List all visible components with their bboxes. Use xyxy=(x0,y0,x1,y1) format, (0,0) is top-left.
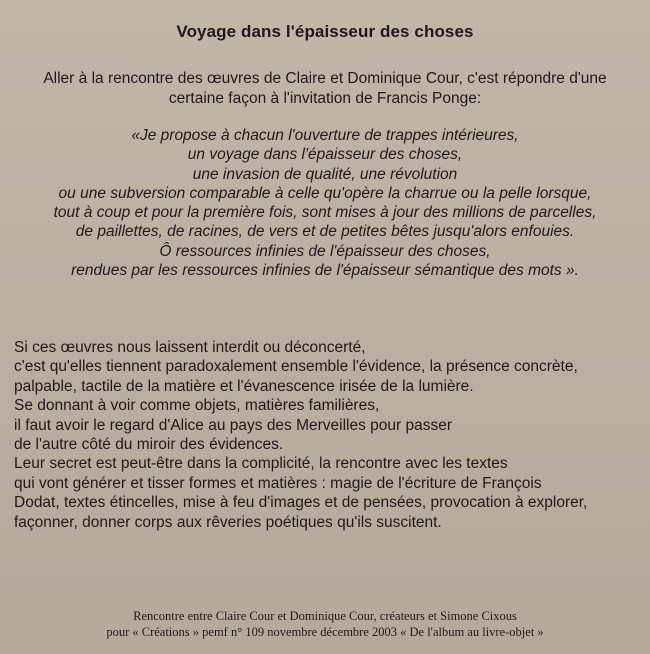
body-line: il faut avoir le regard d'Alice au pays des Merveilles pour passer xyxy=(14,416,453,434)
quote-line: Ô ressources infinies de l'épaisseur des choses, xyxy=(159,242,491,260)
document-title: Voyage dans l'épaisseur des choses xyxy=(176,22,474,41)
body-line: c'est qu'elles tiennent paradoxalement ensemble l'évidence, la présence concrète, xyxy=(14,358,578,376)
ponge-quote xyxy=(10,126,640,280)
credit-line: Rencontre entre Claire Cour et Dominique Cour, créateurs et Simone Cixous xyxy=(133,609,517,623)
intro-line: Aller à la rencontre des œuvres de Claire et Dominique Cour, c'est répondre d'une xyxy=(43,70,607,87)
quote-line: «Je propose à chacun l'ouverture de trappes intérieures, xyxy=(131,127,519,144)
quote-line: rendues par les ressources infinies de l'épaisseur sémantique des mots ». xyxy=(71,262,579,280)
quote-line: ou une subversion comparable à celle qu'opère la charrue ou la pelle lorsque, xyxy=(58,184,592,202)
body-line: de l'autre côté du miroir des évidences. xyxy=(14,436,284,454)
body-line: Leur secret est peut-être dans la complicité, la rencontre avec les textes xyxy=(14,455,508,473)
quote-line: un voyage dans l'épaisseur des choses, xyxy=(187,146,463,164)
intro-line: certaine façon à l'invitation de Francis Ponge: xyxy=(168,90,482,107)
body-line: Dodat, textes étincelles, mise à feu d'images et de pensées, provocation à explorer, xyxy=(14,494,588,512)
source-credit xyxy=(0,608,650,640)
body-line: qui vont générer et tisser formes et matières : magie de l'écriture de François xyxy=(14,474,542,492)
quote-line: de paillettes, de racines, de vers et de petites bêtes jusqu'alors enfouies. xyxy=(75,223,575,241)
body-line: Si ces œuvres nous laissent interdit ou déconcerté, xyxy=(14,339,366,356)
body-paragraph xyxy=(14,338,639,532)
body-line: façonner, donner corps aux rêveries poétiques qu'ils suscitent. xyxy=(14,513,442,531)
intro-paragraph xyxy=(20,69,630,109)
quote-line: tout à coup et pour la première fois, sont mises à jour des millions de parcelles, xyxy=(53,204,597,222)
body-line: palpable, tactile de la matière et l'évanescence irisée de la lumière. xyxy=(14,377,474,395)
quote-line: une invasion de qualité, une révolution xyxy=(192,165,458,183)
credit-line: pour « Créations » pemf n° 109 novembre décembre 2003 « De l'album au livre-objet » xyxy=(106,625,544,639)
body-line: Se donnant à voir comme objets, matières familières, xyxy=(14,397,380,415)
